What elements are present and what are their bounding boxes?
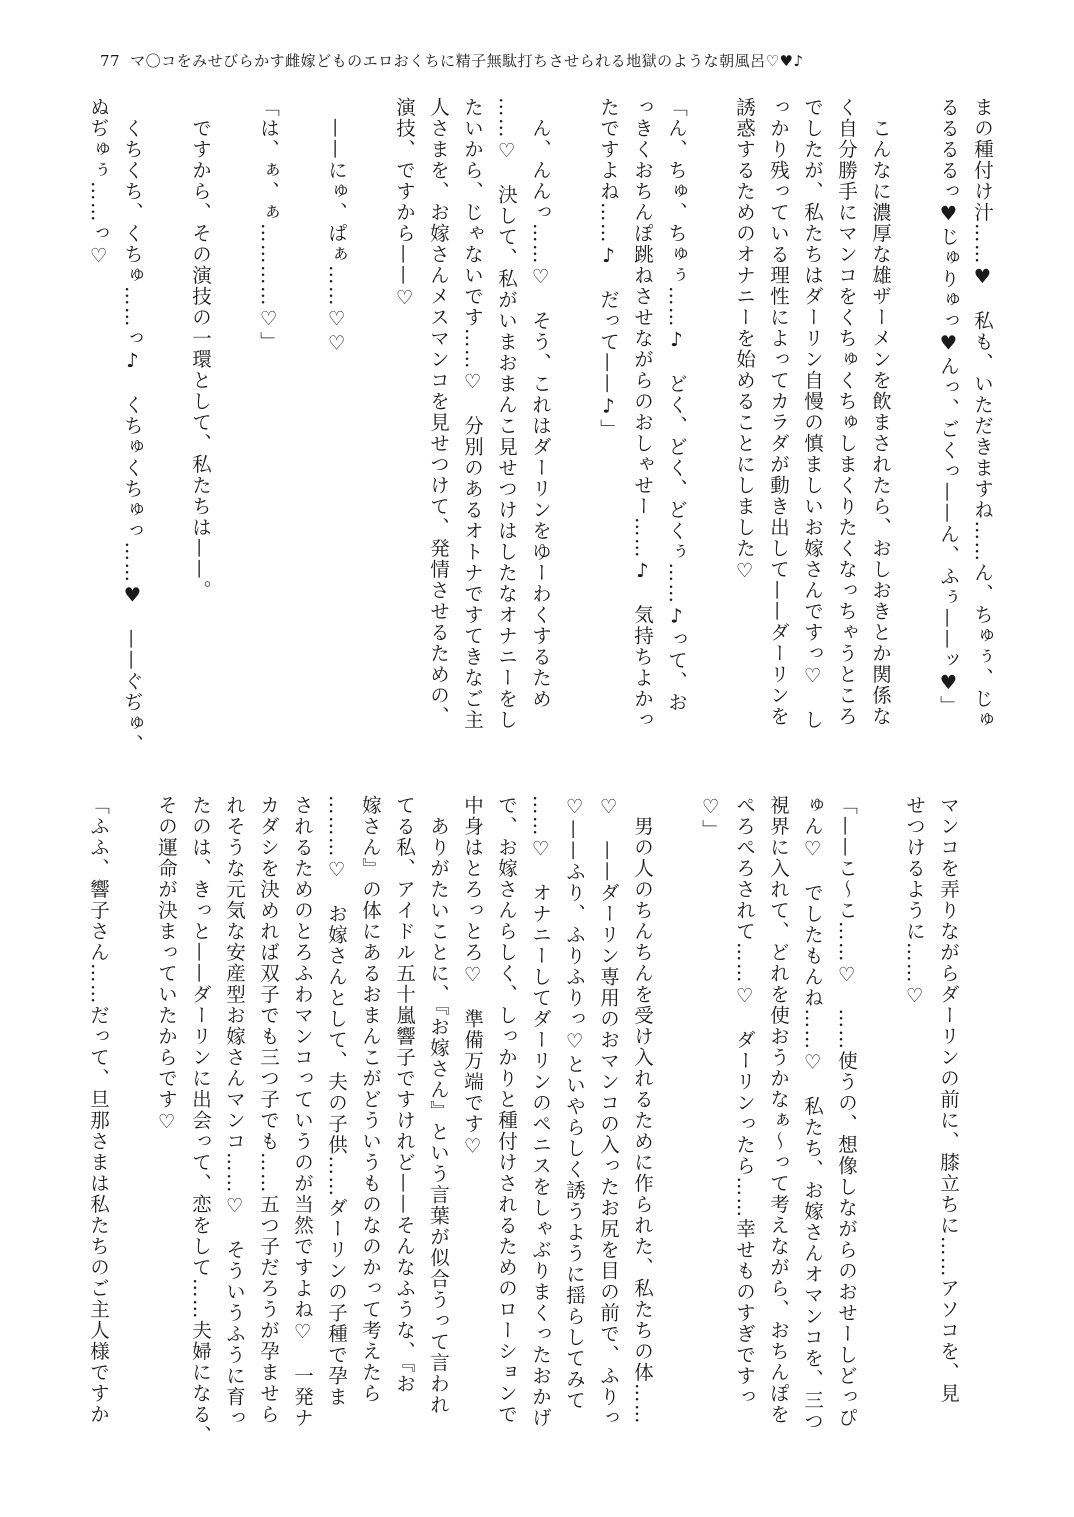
text-line: ありがたいことに、『お嫁さん』という言葉が似合うって言われ: [427, 795, 450, 1416]
page-number: 77: [100, 52, 121, 70]
blank-line: [115, 795, 149, 1435]
text-line: ぺろぺろされて……♡ ダーリンったら……幸せものすぎですっ: [733, 795, 756, 1408]
text-line: たのは、きっと——ダーリンに出会って、恋をして……夫婦になる、: [189, 795, 212, 1446]
text-line: こんなに濃厚な雄ザーメンを飲まされたら、おしおきとか関係な: [869, 97, 892, 727]
blank-line: [863, 795, 897, 1435]
text-line: っかり残っている理性によってカラダが動き出して——ダーリンを: [767, 97, 790, 727]
text-line: てる私、アイドル五十嵐響子ですけれど——そんなふうな、『お: [393, 795, 416, 1395]
text-line: その運命が決まっていたからです♡: [155, 795, 178, 1135]
text-line: たいから、じゃないです……♡ 分別のあるオトナですてきなご主: [461, 97, 484, 731]
blank-line: [217, 97, 251, 737]
text-line: まの種付け汁……♥ 私も、いただきますね……ん、ちゅぅ、じゅ: [971, 97, 994, 731]
text-line: 男の人のちんちんを受け入れるために作られた、私たちの体……: [631, 795, 654, 1425]
blank-line: [557, 97, 591, 737]
text-line: 「——こ～こ……♡ ……使うの、想像しながらのおせーしどっぴ: [835, 795, 858, 1429]
text-line: るるるるっ♥じゅりゅっ♥んっ、ごくっ——ん、ふぅ——ッ♥」: [937, 97, 960, 717]
text-line: ゅん♡ でしたもんね……♡ 私たち、お嫁さんオマンコを、三つ: [801, 795, 824, 1432]
text-block-lower: [81, 795, 999, 1446]
text-line: ん、んんっ……♡ そう、これはダーリンをゆーわくするため: [529, 97, 552, 710]
text-line: で、お嫁さんらしく、しっかりと種付けされるためのローションで: [495, 795, 518, 1425]
text-line: されるためのとろふわマンコっていうのが当然ですよね♡ 一発ナ: [291, 795, 314, 1429]
text-line: 人さまを、お嫁さんメスマンコを見せつけて、発情させるための、: [427, 97, 450, 727]
text-line: せつけるように……♡: [903, 795, 926, 1009]
text-line: 嫁さん』の体にあるおまんこがどういうものなのかって考えたら: [359, 795, 382, 1404]
blank-line: [659, 795, 693, 1435]
text-line: ですから、その演技の一環として、私たちは——。: [189, 97, 212, 601]
text-line: ♡ ——ダーリン専用のおマンコの入ったお尻を目の前で、ふりっ: [597, 795, 620, 1429]
text-line: 「ん、ちゅ、ちゅぅ……♪ どく、どく、どくぅ……♪って、お: [665, 97, 688, 713]
blank-line: [965, 795, 999, 1435]
text-line: マンコを弄りながらダーリンの前に、膝立ちに……アソコを、見: [937, 795, 960, 1404]
blank-line: [149, 97, 183, 737]
blank-line: [285, 97, 319, 737]
text-line: ぬぢゅぅ……っ♡: [87, 97, 110, 269]
text-line: ♡——ふり、ふりふりっ♡といやらしく誘うように揺らしてみて: [563, 795, 586, 1411]
text-line: く自分勝手にマンコをくちゅくちゅしまくりたくなっちゃうところ: [835, 97, 858, 727]
text-line: 演技、ですから——♡: [393, 97, 416, 311]
text-line: ——にゅ、ぱぁ……♡♡: [325, 97, 348, 356]
blank-line: [897, 97, 931, 737]
blank-line: [693, 97, 727, 737]
text-line: 「は、ぁ、ぁ…………♡」: [257, 97, 280, 353]
text-line: れそうな元気な安産型お嫁さんマンコ……♡ そういうふうに育っ: [223, 795, 246, 1429]
blank-line: [353, 97, 387, 737]
text-line: っきくおちんぽ跳ねさせながらのおしゃせー……♪ 気持ちよかっ: [631, 97, 654, 731]
text-line: くちくち、くちゅ……っ♪ くちゅくちゅっ……♥ ——ぐぢゅ、: [121, 97, 144, 755]
text-line: カダシを決めれば双子でも三つ子でも……五つ子だろうが孕ませら: [257, 795, 280, 1425]
text-line: ♡」: [699, 795, 722, 841]
text-line: たですよね……♪ だって——♪」: [597, 97, 620, 440]
text-line: ………♡ お嫁さんとして、夫の子供……ダーリンの子種で孕ま: [325, 795, 348, 1408]
running-header: [100, 50, 804, 71]
text-line: 誘惑するためのオナニーを始めることにしました♡: [733, 97, 756, 584]
text-line: 中身はとろっとろ♡ 準備万端です♡: [461, 795, 484, 1159]
chapter-title: マ〇コをみせびらかす雌嫁どものエロおくちに精子無駄打ちさせられる地獄のような朝風呂♡♥♪: [130, 52, 804, 70]
text-line: でしたが、私たちはダーリン自慢の慎ましいお嫁さんですっ♡ し: [801, 97, 824, 731]
text-line: ……♡ 決して、私がいまおまんこ見せつけはしたなオナニーをし: [495, 97, 518, 731]
text-block-upper: [81, 97, 999, 755]
text-line: 視界に入れて、どれを使おうかなぁ～って考えながら、おちんぽを: [767, 795, 790, 1425]
text-line: 「ふふ、響子さん……だって、旦那さまは私たちのご主人様ですか: [87, 795, 110, 1425]
text-line: ……♡ オナニーしてダーリンのペニスをしゃぶりまくったおかげ: [529, 795, 552, 1429]
